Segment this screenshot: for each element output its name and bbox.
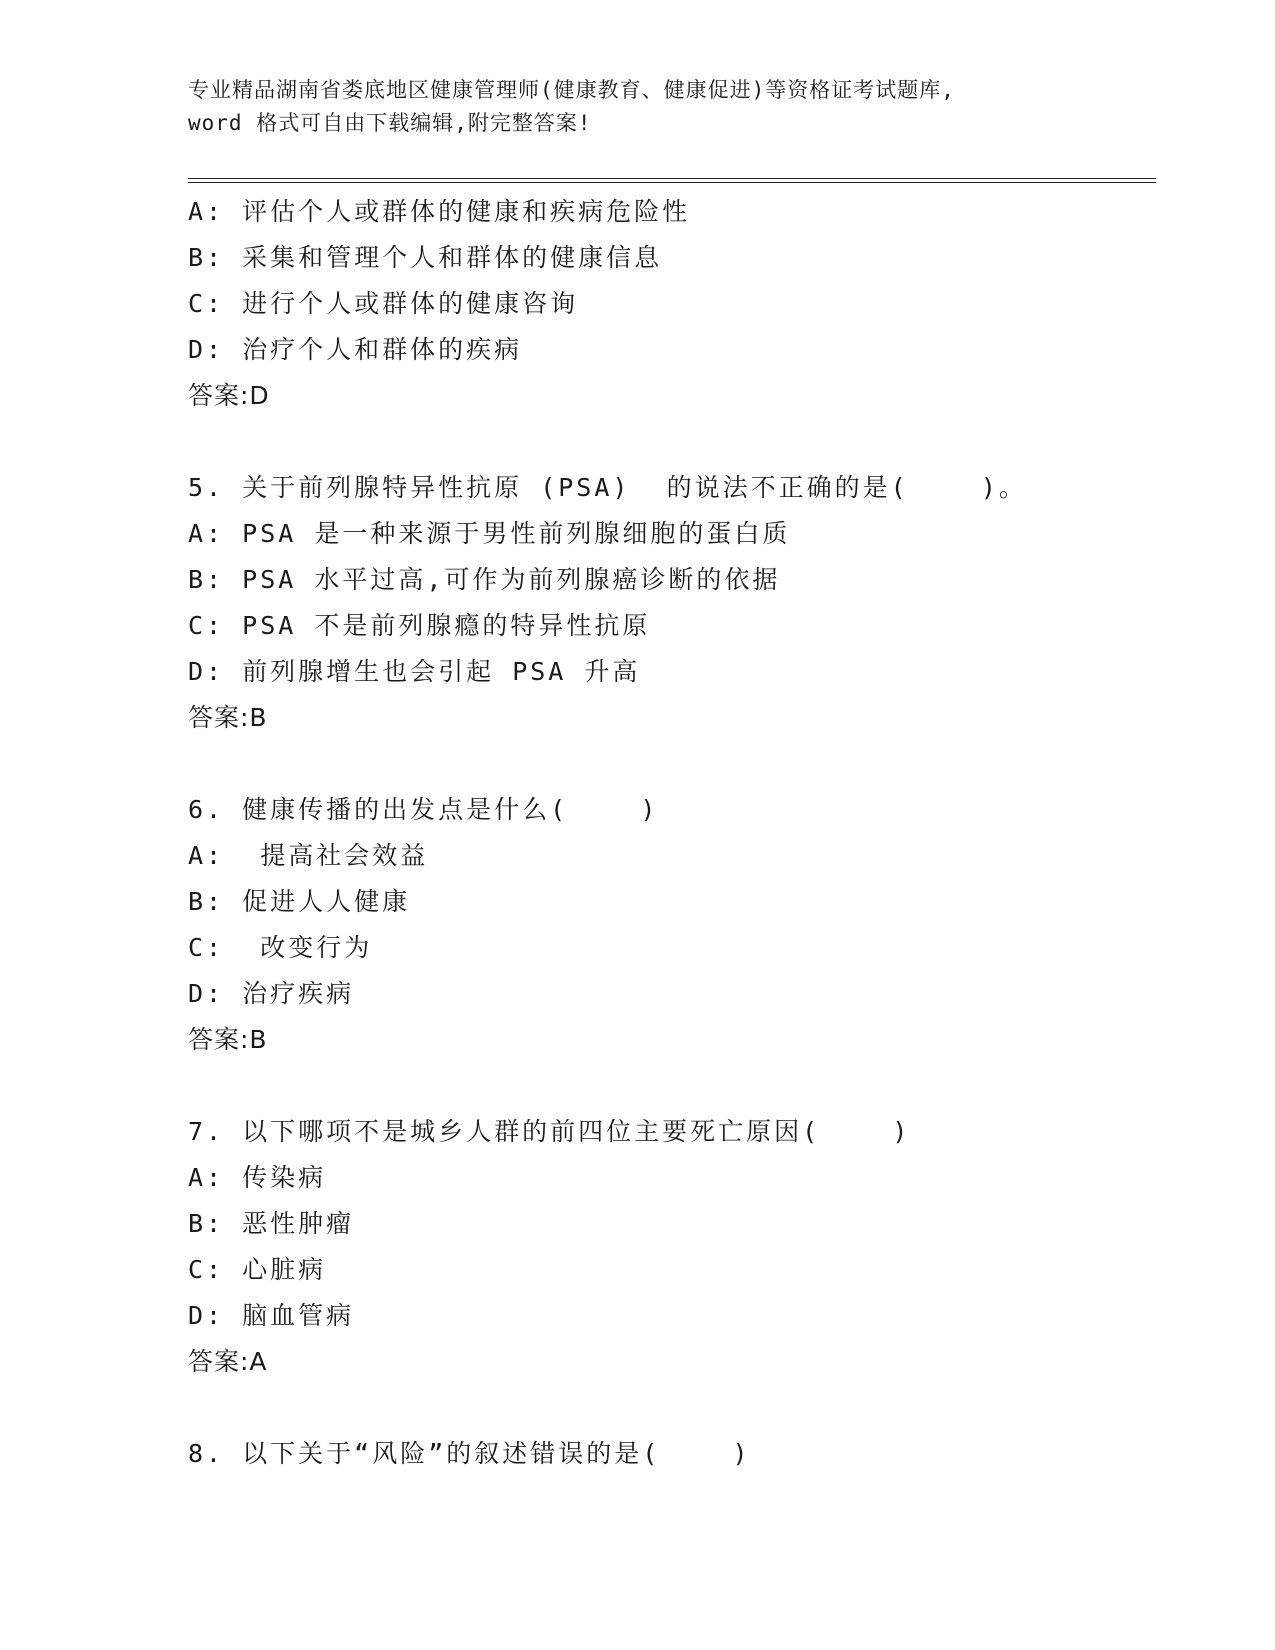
question-spacer: [188, 1063, 1156, 1109]
option-a: A: 传染病: [188, 1163, 327, 1192]
question-stem: 7. 以下哪项不是城乡人群的前四位主要死亡原因( ): [188, 1117, 911, 1146]
question-spacer: [188, 1385, 1156, 1431]
question-7: [188, 1109, 1156, 1385]
option-c: C: PSA 不是前列腺瘾的特异性抗原: [188, 611, 651, 640]
option-b: B: 采集和管理个人和群体的健康信息: [188, 243, 663, 272]
option-a: A: PSA 是一种来源于男性前列腺细胞的蛋白质: [188, 519, 791, 548]
question-spacer: [188, 741, 1156, 787]
answer-line: 答案:D: [188, 381, 270, 410]
answer-line: 答案:B: [188, 703, 268, 732]
question-stem: 6. 健康传播的出发点是什么( ): [188, 795, 659, 824]
answer-line: 答案:B: [188, 1025, 268, 1054]
option-d: D: 脑血管病: [188, 1301, 355, 1330]
header-line-1: 专业精品湖南省娄底地区健康管理师(健康教育、健康促进)等资格证考试题库,: [188, 78, 955, 102]
question-stem: 8. 以下关于“风险”的叙述错误的是( ): [188, 1439, 751, 1468]
question-stem: 5. 关于前列腺特异性抗原 (PSA) 的说法不正确的是( )。: [188, 473, 1027, 502]
option-d: D: 治疗个人和群体的疾病: [188, 335, 523, 364]
option-c: C: 心脏病: [188, 1255, 327, 1284]
option-b: B: PSA 水平过高,可作为前列腺癌诊断的依据: [188, 565, 781, 594]
question-list: [188, 189, 1156, 1477]
question-8: [188, 1431, 1156, 1477]
question-partial: [188, 189, 1156, 419]
option-a: A: 评估个人或群体的健康和疾病危险性: [188, 197, 691, 226]
option-a: A: 提高社会效益: [188, 841, 429, 870]
option-c: C: 进行个人或群体的健康咨询: [188, 289, 579, 318]
question-6: [188, 787, 1156, 1063]
question-5: [188, 465, 1156, 741]
option-b: B: 促进人人健康: [188, 887, 411, 916]
header-line-2: word 格式可自由下载编辑,附完整答案!: [188, 111, 592, 135]
header-double-rule: [188, 178, 1156, 183]
option-d: D: 前列腺增生也会引起 PSA 升高: [188, 657, 641, 686]
answer-line: 答案:A: [188, 1347, 268, 1376]
document-header: [188, 74, 1088, 140]
option-c: C: 改变行为: [188, 933, 373, 962]
option-b: B: 恶性肿瘤: [188, 1209, 355, 1238]
question-spacer: [188, 419, 1156, 465]
option-d: D: 治疗疾病: [188, 979, 355, 1008]
